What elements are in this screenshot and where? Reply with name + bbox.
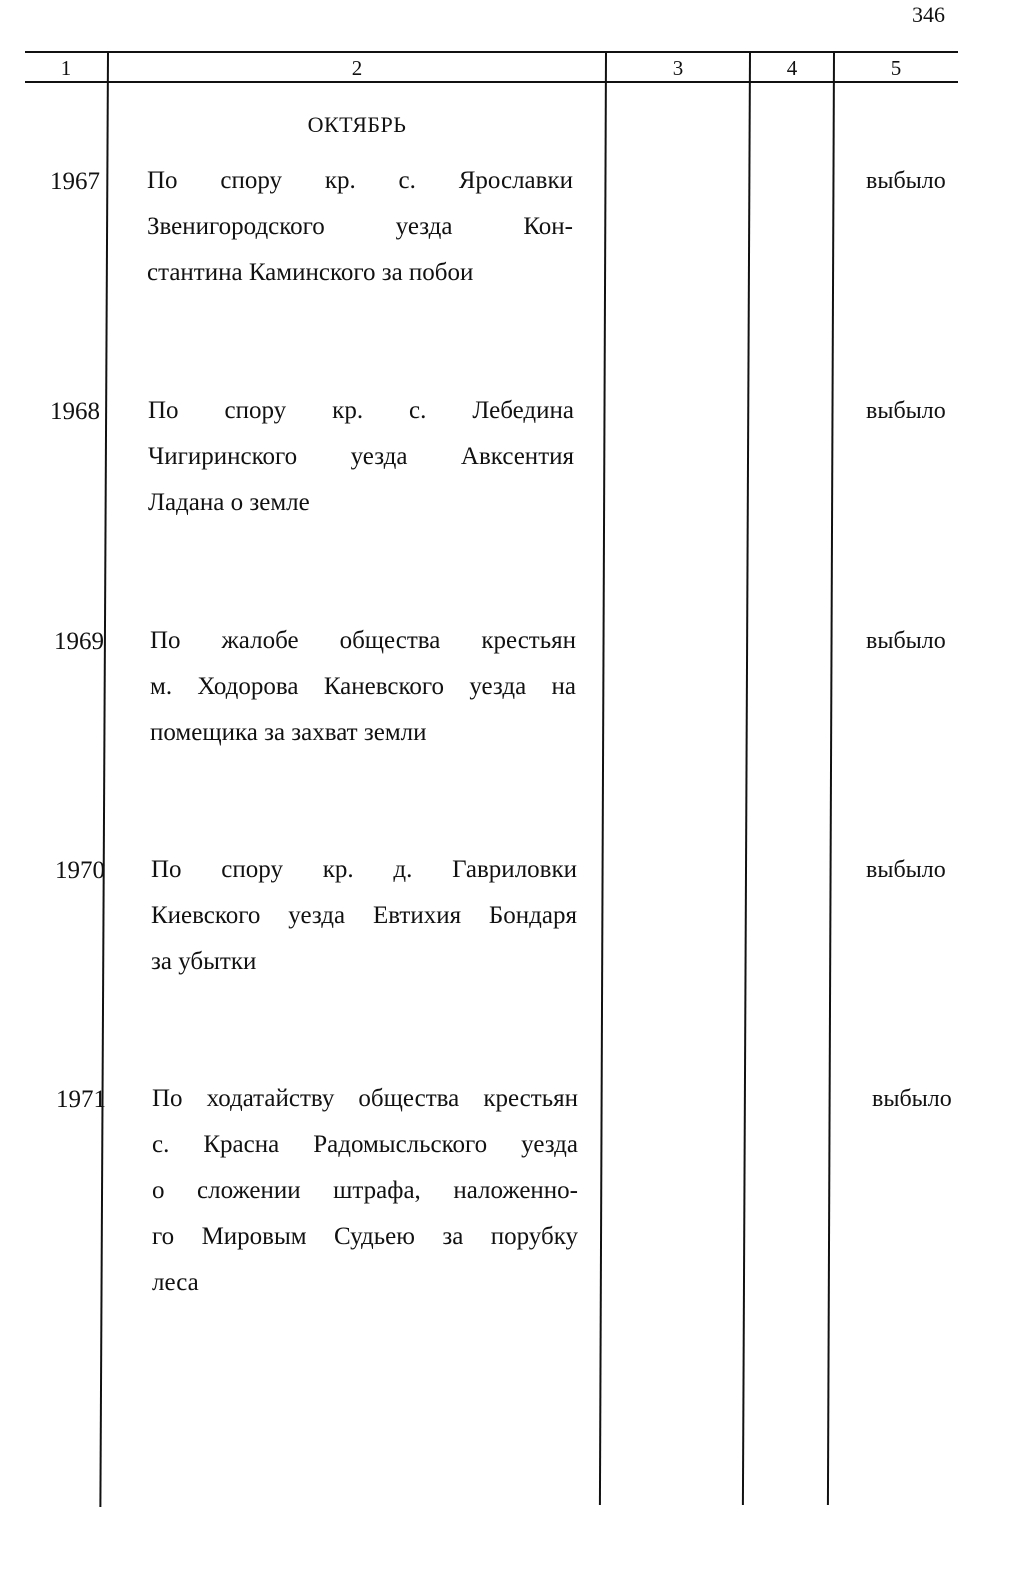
description-line: По ходатайству общества крестьян <box>152 1085 578 1112</box>
entry-status: выбыло <box>866 168 946 194</box>
entry-status: выбыло <box>866 857 946 883</box>
description-line: По спору кр. с. Ярославки <box>147 167 573 194</box>
column-divider-3 <box>742 52 751 1505</box>
description-line: го Мировым Судьею за порубку <box>152 1223 578 1250</box>
description-line: стантина Каминского за побои <box>147 259 474 286</box>
entry-description <box>148 388 574 526</box>
entry-description <box>152 1076 578 1306</box>
description-line: леса <box>152 1269 199 1296</box>
entry-number: 1969 <box>54 628 104 655</box>
header-col-1: 1 <box>60 56 72 80</box>
entry-status: выбыло <box>872 1086 952 1112</box>
column-divider-1 <box>99 52 109 1507</box>
description-line: Звенигородского уезда Кон- <box>147 213 573 240</box>
description-line: Чигиринского уезда Авксентия <box>148 443 574 470</box>
description-line: о сложении штрафа, наложенно- <box>152 1177 578 1204</box>
description-line: м. Ходорова Каневского уезда на <box>150 673 576 700</box>
header-bottom-rule <box>25 81 958 83</box>
column-divider-2 <box>599 52 607 1505</box>
description-line: за убытки <box>151 948 257 975</box>
description-line: помещика за захват земли <box>150 719 427 746</box>
header-col-3: 3 <box>672 56 684 80</box>
header-col-4: 4 <box>786 56 798 80</box>
column-divider-4 <box>827 52 835 1505</box>
description-line: По спору кр. с. Лебедина <box>148 397 574 424</box>
entry-description <box>150 618 576 756</box>
entry-number: 1967 <box>50 168 100 195</box>
entry-number: 1970 <box>55 857 105 884</box>
entry-number: 1971 <box>56 1086 106 1113</box>
table-top-rule <box>25 51 958 53</box>
description-line: По спору кр. д. Гавриловки <box>151 856 577 883</box>
description-line: По жалобе общества крестьян <box>150 627 576 654</box>
entry-status: выбыло <box>866 628 946 654</box>
entry-description <box>151 847 577 985</box>
entry-status: выбыло <box>866 398 946 424</box>
description-line: Киевского уезда Евтихия Бондаря <box>151 902 577 929</box>
header-col-5: 5 <box>890 56 902 80</box>
description-line: Ладана о земле <box>148 489 310 516</box>
entry-description <box>147 158 573 296</box>
description-line: с. Красна Радомысльского уезда <box>152 1131 578 1158</box>
month-heading: ОКТЯБРЬ <box>307 112 407 137</box>
header-col-2: 2 <box>351 56 363 80</box>
page-number: 346 <box>912 2 945 27</box>
entry-number: 1968 <box>50 398 100 425</box>
